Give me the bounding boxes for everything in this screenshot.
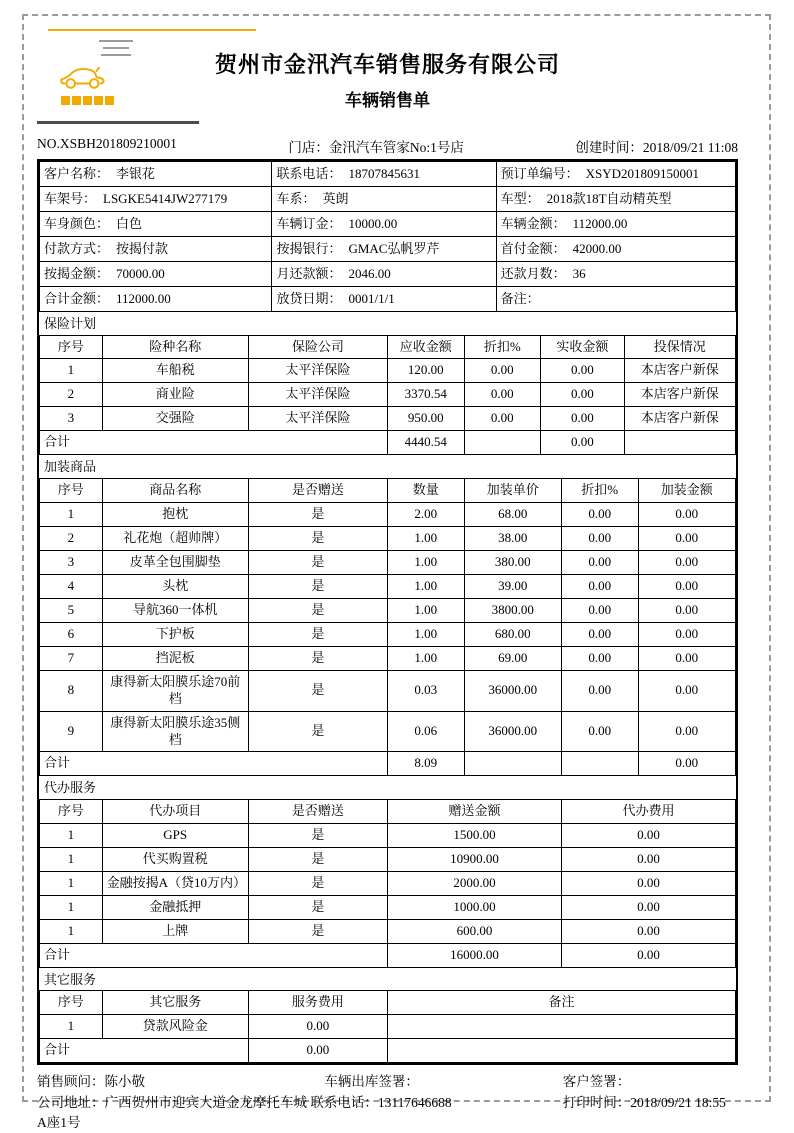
- table-cell: GPS: [102, 823, 248, 847]
- table-cell: 太平洋保险: [248, 383, 387, 407]
- field-value: 10000.00: [348, 215, 398, 231]
- table-row: [40, 502, 736, 526]
- info-cell: [272, 237, 496, 262]
- field-label: 备注：: [500, 290, 540, 306]
- column-header: 代办项目: [102, 799, 248, 823]
- table-cell: 金融按揭A（贷10万内）: [102, 871, 248, 895]
- info-row: [40, 187, 736, 212]
- created-time: 创建时间：2018/09/21 11:08: [575, 140, 738, 155]
- table-cell: 3800.00: [464, 598, 561, 622]
- field-label: 按揭金额：: [44, 265, 110, 281]
- column-header: 是否赠送: [248, 799, 387, 823]
- info-row: [40, 162, 736, 187]
- info-cell: [272, 212, 496, 237]
- info-cell: [40, 287, 272, 312]
- table-cell: 0.00: [561, 670, 638, 711]
- field-value: 70000.00: [116, 265, 165, 281]
- table-cell: 1500.00: [387, 823, 561, 847]
- field-value: 2018款18T自动精英型: [546, 190, 672, 206]
- table-cell: 1: [40, 1015, 103, 1039]
- table-cell: 1.00: [387, 598, 464, 622]
- company-title: 贺州市金汛汽车销售服务有限公司: [214, 52, 560, 77]
- field-label: 放贷日期：: [276, 290, 342, 306]
- total-label: 合计: [40, 431, 388, 455]
- table-cell: 本店客户新保: [624, 359, 735, 383]
- total-amount: 0.00: [638, 752, 736, 776]
- table-cell: 金融抵押: [102, 895, 248, 919]
- logo-fine-print: [99, 40, 133, 61]
- total-label: 合计: [40, 943, 388, 967]
- table-cell: 2000.00: [387, 871, 561, 895]
- column-header: 投保情况: [624, 335, 735, 359]
- table-cell: 抱枕: [102, 502, 248, 526]
- column-header: 代办费用: [561, 799, 735, 823]
- table-cell: 挡泥板: [102, 646, 248, 670]
- table-cell: 是: [248, 711, 387, 752]
- column-header: 折扣%: [464, 335, 541, 359]
- info-cell: [272, 162, 496, 187]
- table-cell: 0.00: [561, 622, 638, 646]
- empty-cell: [561, 752, 638, 776]
- section-title-agency: 代办服务: [44, 780, 97, 796]
- customer-signature-label: 客户签署：: [562, 1074, 631, 1090]
- table-row: [40, 359, 736, 383]
- table-cell: 0.06: [387, 711, 464, 752]
- field-label: 预订单编号：: [500, 165, 579, 181]
- table-cell: [387, 1015, 735, 1039]
- table-cell: 贷款风险金: [102, 1015, 248, 1039]
- total-qty: 8.09: [387, 752, 464, 776]
- table-row: [40, 711, 736, 752]
- column-header: 是否赠送: [248, 478, 387, 502]
- column-header: 应收金额: [387, 335, 464, 359]
- field-value: 0001/1/1: [348, 290, 395, 306]
- table-cell: 本店客户新保: [624, 383, 735, 407]
- logo-bottom-rule: [37, 121, 199, 124]
- total-receivable: 4440.54: [387, 431, 464, 455]
- column-header: 序号: [40, 335, 103, 359]
- table-cell: 是: [248, 895, 387, 919]
- column-header: 备注: [387, 991, 735, 1015]
- table-cell: 0.00: [561, 574, 638, 598]
- info-cell: [40, 187, 272, 212]
- section-title-other: 其它服务: [44, 971, 97, 987]
- column-header: 加装金额: [638, 478, 736, 502]
- insurance-total-row: [40, 431, 736, 455]
- field-label: 首付金额：: [500, 240, 566, 256]
- table-cell: 1: [40, 823, 103, 847]
- total-label: 合计: [40, 752, 388, 776]
- info-cell: [496, 237, 735, 262]
- table-cell: 是: [248, 646, 387, 670]
- table-cell: 7: [40, 646, 103, 670]
- column-header: 商品名称: [102, 478, 248, 502]
- table-cell: 120.00: [387, 359, 464, 383]
- table-cell: 1.00: [387, 622, 464, 646]
- table-cell: 0.00: [561, 847, 735, 871]
- field-value: 18707845631: [348, 165, 420, 181]
- table-cell: 8: [40, 670, 103, 711]
- company-address-line2: A座1号: [37, 1114, 81, 1130]
- total-fee: 0.00: [248, 1039, 387, 1063]
- total-label: 合计: [40, 1039, 249, 1063]
- table-cell: 4: [40, 574, 103, 598]
- table-cell: 1: [40, 359, 103, 383]
- store-name: 门店：金汛汽车管家No:1号店: [288, 140, 464, 155]
- field-value: XSYD201809150001: [585, 165, 699, 181]
- address-row: [37, 1093, 738, 1113]
- field-label: 月还款额：: [276, 265, 342, 281]
- table-cell: 950.00: [387, 407, 464, 431]
- signature-row: [37, 1072, 738, 1092]
- table-cell: 太平洋保险: [248, 407, 387, 431]
- table-cell: 礼花炮（超帅牌）: [102, 526, 248, 550]
- table-cell: 0.00: [541, 383, 625, 407]
- meta-line: [37, 136, 738, 156]
- table-row: [40, 526, 736, 550]
- table-row: [40, 574, 736, 598]
- field-value: 李银花: [116, 165, 156, 181]
- table-cell: 0.00: [638, 598, 736, 622]
- table-cell: 导航360一体机: [102, 598, 248, 622]
- document-title: 车辆销售单: [345, 91, 430, 110]
- table-cell: 0.00: [638, 550, 736, 574]
- table-cell: 3: [40, 550, 103, 574]
- table-cell: 0.00: [638, 526, 736, 550]
- table-cell: 10900.00: [387, 847, 561, 871]
- addons-table: [39, 478, 736, 776]
- print-time: 打印时间：2018/09/21 18:55: [562, 1094, 726, 1110]
- table-cell: 0.00: [638, 574, 736, 598]
- table-cell: 0.00: [561, 895, 735, 919]
- table-cell: 0.00: [561, 823, 735, 847]
- table-cell: 1: [40, 871, 103, 895]
- table-cell: 1: [40, 847, 103, 871]
- info-row: [40, 262, 736, 287]
- table-cell: 是: [248, 847, 387, 871]
- table-cell: 3370.54: [387, 383, 464, 407]
- table-cell: 0.00: [561, 646, 638, 670]
- table-cell: 是: [248, 622, 387, 646]
- empty-cell: [387, 1039, 735, 1063]
- column-header: 赠送金额: [387, 799, 561, 823]
- outbound-signature-label: 车辆出库签署：: [324, 1074, 419, 1090]
- table-cell: 是: [248, 550, 387, 574]
- column-header: 序号: [40, 799, 103, 823]
- info-cell: [40, 212, 272, 237]
- table-cell: 上牌: [102, 919, 248, 943]
- agency-total-row: [40, 943, 736, 967]
- info-cell: [496, 187, 735, 212]
- table-row: [40, 550, 736, 574]
- table-cell: 商业险: [102, 383, 248, 407]
- table-cell: 0.00: [561, 598, 638, 622]
- info-cell: [496, 287, 735, 312]
- table-cell: 0.00: [464, 407, 541, 431]
- customer-info-table: [39, 161, 736, 312]
- field-value: GMAC弘帆罗芹: [348, 240, 440, 256]
- doc-number: NO.XSBH201809210001: [37, 136, 177, 151]
- table-cell: 380.00: [464, 550, 561, 574]
- car-logo-icon: [59, 64, 109, 97]
- column-header: 保险公司: [248, 335, 387, 359]
- table-cell: 38.00: [464, 526, 561, 550]
- table-header-row: [40, 799, 736, 823]
- table-header-row: [40, 335, 736, 359]
- table-cell: 1: [40, 919, 103, 943]
- table-cell: 5: [40, 598, 103, 622]
- table-cell: 0.00: [638, 502, 736, 526]
- field-value: LSGKE5414JW277179: [103, 190, 228, 206]
- field-label: 车系：: [276, 190, 316, 206]
- table-cell: 是: [248, 670, 387, 711]
- info-cell: [40, 262, 272, 287]
- table-cell: 0.03: [387, 670, 464, 711]
- table-cell: 6: [40, 622, 103, 646]
- table-cell: 1.00: [387, 646, 464, 670]
- table-cell: 69.00: [464, 646, 561, 670]
- table-cell: 0.00: [248, 1015, 387, 1039]
- info-cell: [272, 287, 496, 312]
- table-row: [40, 383, 736, 407]
- field-value: 42000.00: [572, 240, 622, 256]
- other-total-row: [40, 1039, 736, 1063]
- table-cell: 0.00: [561, 526, 638, 550]
- document: [37, 24, 738, 1133]
- field-value: 按揭付款: [116, 240, 169, 256]
- table-row: [40, 1015, 736, 1039]
- logo-brand-text: [61, 96, 114, 105]
- table-header-row: [40, 478, 736, 502]
- table-cell: 0.00: [561, 502, 638, 526]
- table-cell: 0.00: [561, 871, 735, 895]
- table-cell: 0.00: [561, 550, 638, 574]
- total-fee: 0.00: [561, 943, 735, 967]
- sales-consultant: 销售顾问：陈小敬: [37, 1074, 145, 1090]
- form-body: [37, 159, 738, 1065]
- info-cell: [496, 262, 735, 287]
- table-cell: 头枕: [102, 574, 248, 598]
- table-cell: 680.00: [464, 622, 561, 646]
- field-value: 2046.00: [348, 265, 391, 281]
- section-title-insurance: 保险计划: [44, 316, 97, 331]
- total-gift-amount: 16000.00: [387, 943, 561, 967]
- field-label: 还款月数：: [500, 265, 566, 281]
- table-cell: 36000.00: [464, 711, 561, 752]
- table-row: [40, 646, 736, 670]
- table-cell: 0.00: [541, 407, 625, 431]
- table-cell: 39.00: [464, 574, 561, 598]
- table-cell: 68.00: [464, 502, 561, 526]
- table-cell: 皮革全包围脚垫: [102, 550, 248, 574]
- info-row: [40, 287, 736, 312]
- document-footer: [37, 1072, 738, 1133]
- column-header: 服务费用: [248, 991, 387, 1015]
- table-cell: 0.00: [638, 646, 736, 670]
- table-cell: 0.00: [638, 670, 736, 711]
- table-cell: 是: [248, 502, 387, 526]
- table-row: [40, 598, 736, 622]
- table-cell: 1000.00: [387, 895, 561, 919]
- empty-cell: [624, 431, 735, 455]
- table-header-row: [40, 991, 736, 1015]
- info-cell: [272, 187, 496, 212]
- total-received: 0.00: [541, 431, 625, 455]
- field-label: 按揭银行：: [276, 240, 342, 256]
- field-value: 白色: [116, 215, 143, 231]
- table-cell: 是: [248, 823, 387, 847]
- field-label: 联系电话：: [276, 165, 342, 181]
- table-cell: 2: [40, 383, 103, 407]
- column-header: 数量: [387, 478, 464, 502]
- empty-cell: [464, 752, 561, 776]
- table-cell: 是: [248, 919, 387, 943]
- field-label: 客户名称：: [44, 165, 110, 181]
- table-row: [40, 622, 736, 646]
- field-label: 合计金额：: [44, 290, 110, 306]
- company-address: 公司地址：广西贺州市迎宾大道金龙摩托车城 联系电话：13117646688: [37, 1094, 452, 1110]
- table-cell: 2.00: [387, 502, 464, 526]
- table-row: [40, 895, 736, 919]
- field-label: 车型：: [500, 190, 540, 206]
- table-cell: 本店客户新保: [624, 407, 735, 431]
- other-table: [39, 990, 736, 1063]
- field-value: 112000.00: [116, 290, 171, 306]
- table-cell: 康得新太阳膜乐途70前档: [102, 670, 248, 711]
- table-cell: 1: [40, 895, 103, 919]
- table-cell: 1.00: [387, 526, 464, 550]
- table-cell: 36000.00: [464, 670, 561, 711]
- info-cell: [272, 262, 496, 287]
- empty-cell: [464, 431, 541, 455]
- addons-total-row: [40, 752, 736, 776]
- column-header: 其它服务: [102, 991, 248, 1015]
- field-label: 车辆订金：: [276, 215, 342, 231]
- info-cell: [496, 162, 735, 187]
- field-value: 112000.00: [572, 215, 628, 231]
- column-header: 折扣%: [561, 478, 638, 502]
- table-cell: 1.00: [387, 574, 464, 598]
- table-cell: 0.00: [561, 919, 735, 943]
- table-row: [40, 823, 736, 847]
- table-cell: 是: [248, 598, 387, 622]
- table-cell: 0.00: [464, 359, 541, 383]
- table-cell: 是: [248, 871, 387, 895]
- agency-table: [39, 799, 736, 968]
- table-cell: 下护板: [102, 622, 248, 646]
- info-row: [40, 212, 736, 237]
- table-cell: 是: [248, 526, 387, 550]
- table-row: [40, 871, 736, 895]
- table-cell: 2: [40, 526, 103, 550]
- table-cell: 是: [248, 574, 387, 598]
- field-value: 36: [572, 265, 586, 281]
- column-header: 加装单价: [464, 478, 561, 502]
- table-cell: 0.00: [638, 622, 736, 646]
- table-cell: 600.00: [387, 919, 561, 943]
- table-cell: 9: [40, 711, 103, 752]
- logo-top-rule: [48, 29, 256, 31]
- column-header: 实收金额: [541, 335, 625, 359]
- field-value: 英朗: [322, 190, 349, 206]
- info-cell: [40, 237, 272, 262]
- table-cell: 康得新太阳膜乐途35侧档: [102, 711, 248, 752]
- table-cell: 0.00: [464, 383, 541, 407]
- table-cell: 0.00: [541, 359, 625, 383]
- column-header: 险种名称: [102, 335, 248, 359]
- table-row: [40, 919, 736, 943]
- info-row: [40, 237, 736, 262]
- table-cell: 车船税: [102, 359, 248, 383]
- table-cell: 0.00: [638, 711, 736, 752]
- table-cell: 交强险: [102, 407, 248, 431]
- document-header: [37, 24, 738, 132]
- insurance-table: [39, 335, 736, 456]
- table-row: [40, 407, 736, 431]
- column-header: 序号: [40, 991, 103, 1015]
- table-cell: 1.00: [387, 550, 464, 574]
- table-cell: 代买购置税: [102, 847, 248, 871]
- field-label: 付款方式：: [44, 240, 110, 256]
- info-cell: [40, 162, 272, 187]
- table-cell: 0.00: [561, 711, 638, 752]
- table-row: [40, 670, 736, 711]
- section-title-addons: 加装商品: [44, 459, 97, 475]
- table-cell: 1: [40, 502, 103, 526]
- table-cell: 3: [40, 407, 103, 431]
- info-cell: [496, 212, 735, 237]
- field-label: 车身颜色：: [44, 215, 110, 231]
- field-label: 车辆金额：: [500, 215, 566, 231]
- table-row: [40, 847, 736, 871]
- field-label: 车架号：: [44, 190, 97, 206]
- table-cell: 太平洋保险: [248, 359, 387, 383]
- column-header: 序号: [40, 478, 103, 502]
